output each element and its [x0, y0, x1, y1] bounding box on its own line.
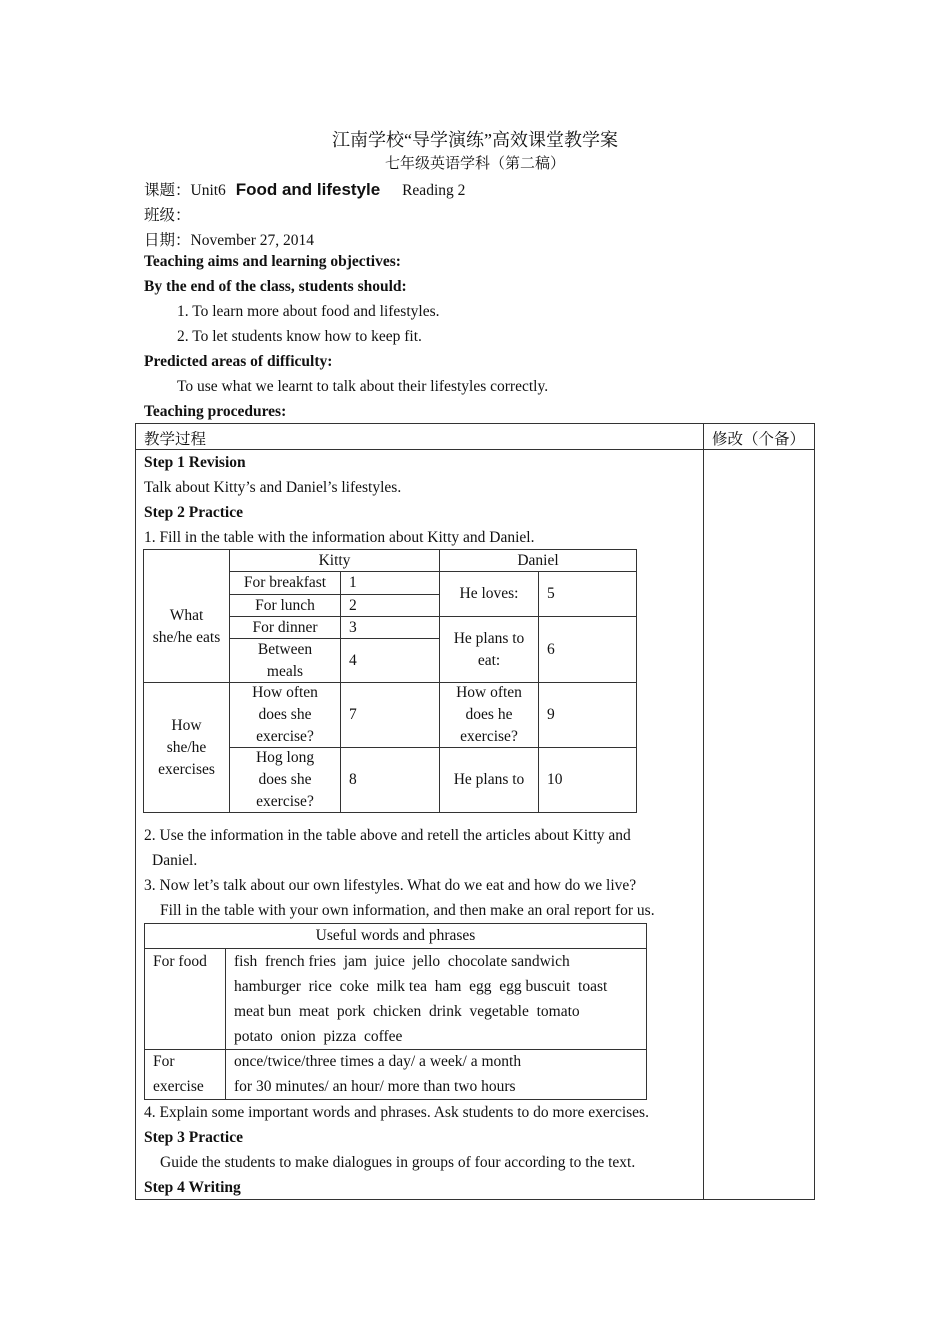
col-header-process: 教学过程 [144, 431, 207, 448]
kd-header-kitty: Kitty [318, 552, 351, 569]
kd-blank-6: 6 [547, 640, 555, 658]
difficulty-text: To use what we learnt to talk about their lifestyles correctly. [177, 378, 549, 395]
food-words-line-3: meat bun meat pork chicken drink vegetable tomato [234, 1003, 580, 1020]
task2-line2: Daniel. [152, 852, 198, 869]
task3-line2: Fill in the table with your own information, and then make an oral report for us. [160, 902, 655, 919]
topic-title: Food and lifestyle [235, 180, 381, 199]
kd-blank-7: 7 [349, 706, 357, 723]
kd-row-what-eats: What she/he eats [152, 607, 221, 646]
step2-heading: Step 2 Practice [144, 504, 243, 521]
kd-blank-5: 5 [547, 585, 555, 602]
kd-he-plans-eat: He plans to eat: [453, 629, 525, 669]
date-label: 日期：November 27, 2014 [144, 232, 315, 249]
step1-text: Talk about Kitty’s and Daniel’s lifestyles. [144, 479, 402, 496]
kd-he-loves: He loves: [459, 585, 519, 602]
step1-heading: Step 1 Revision [144, 454, 246, 471]
step4-heading: Step 4 Writing [144, 1179, 241, 1196]
words-header: Useful words and phrases [315, 927, 476, 944]
page-title: 江南学校“导学演练”高效课堂教学案 [332, 130, 618, 150]
kd-for-breakfast: For breakfast [243, 574, 327, 591]
objectives-heading: Teaching aims and learning objectives: [144, 253, 401, 270]
kd-header-daniel: Daniel [517, 552, 559, 569]
words-for-food-label: For food [153, 953, 207, 970]
kd-how-often-he: How often does he exercise? [456, 684, 522, 745]
step3-text: Guide the students to make dialogues in groups of four according to the text. [160, 1154, 636, 1171]
procedures-heading: Teaching procedures: [144, 403, 287, 420]
kd-blank-10: 10 [547, 771, 563, 788]
task1-text: 1. Fill in the table with the information about Kitty and Daniel. [144, 529, 535, 546]
task2-line1: 2. Use the information in the table above and retell the articles about Kitty and [144, 827, 631, 844]
food-words-line-1: fish french fries jam juice jello chocolate sandwich [234, 953, 570, 970]
difficulty-heading: Predicted areas of difficulty: [144, 353, 333, 370]
class-label: 班级： [144, 207, 191, 224]
kd-between-meals: Between meals [257, 640, 313, 680]
page-subtitle: 七年级英语学科（第二稿） [384, 156, 565, 172]
kd-blank-3: 3 [349, 619, 357, 636]
food-words-line-4: potato onion pizza coffee [234, 1028, 403, 1045]
topic-label: 课题：Unit6 [144, 182, 226, 199]
words-for-exercise-label-2: exercise [153, 1078, 204, 1095]
objective-item-2: 2. To let students know how to keep fit. [177, 328, 422, 345]
words-for-exercise-label-1: For [153, 1053, 175, 1070]
topic-reading: Reading 2 [402, 182, 466, 199]
step3-heading: Step 3 Practice [144, 1129, 243, 1146]
kd-row-how-exercises: How she/he exercises [158, 716, 215, 778]
kd-blank-1: 1 [349, 574, 357, 591]
task4-text: 4. Explain some important words and phrases. Ask students to do more exercises. [144, 1104, 649, 1121]
kd-blank-2: 2 [349, 597, 357, 614]
task3-line1: 3. Now let’s talk about our own lifestyles. What do we eat and how do we live? [144, 877, 637, 894]
kd-for-dinner: For dinner [252, 619, 318, 636]
kd-for-lunch: For lunch [255, 597, 315, 614]
kd-blank-8: 8 [349, 771, 357, 788]
kd-blank-9: 9 [547, 706, 555, 723]
col-header-revision: 修改（个备） [712, 431, 806, 448]
food-words-line-2: hamburger rice coke milk tea ham egg egg buscuit toast [234, 978, 608, 995]
by-end-heading: By the end of the class, students should: [144, 278, 407, 295]
objective-item-1: 1. To learn more about food and lifestyles. [177, 303, 440, 320]
kd-hog-long: Hog long does she exercise? [255, 749, 315, 810]
kd-he-plans-to: He plans to [453, 771, 525, 788]
exercise-words-line-1: once/twice/three times a day/ a week/ a month [234, 1053, 522, 1070]
kd-blank-4: 4 [349, 651, 357, 669]
exercise-words-line-2: for 30 minutes/ an hour/ more than two hours [234, 1078, 516, 1095]
kd-how-often-she: How often does she exercise? [252, 684, 318, 745]
